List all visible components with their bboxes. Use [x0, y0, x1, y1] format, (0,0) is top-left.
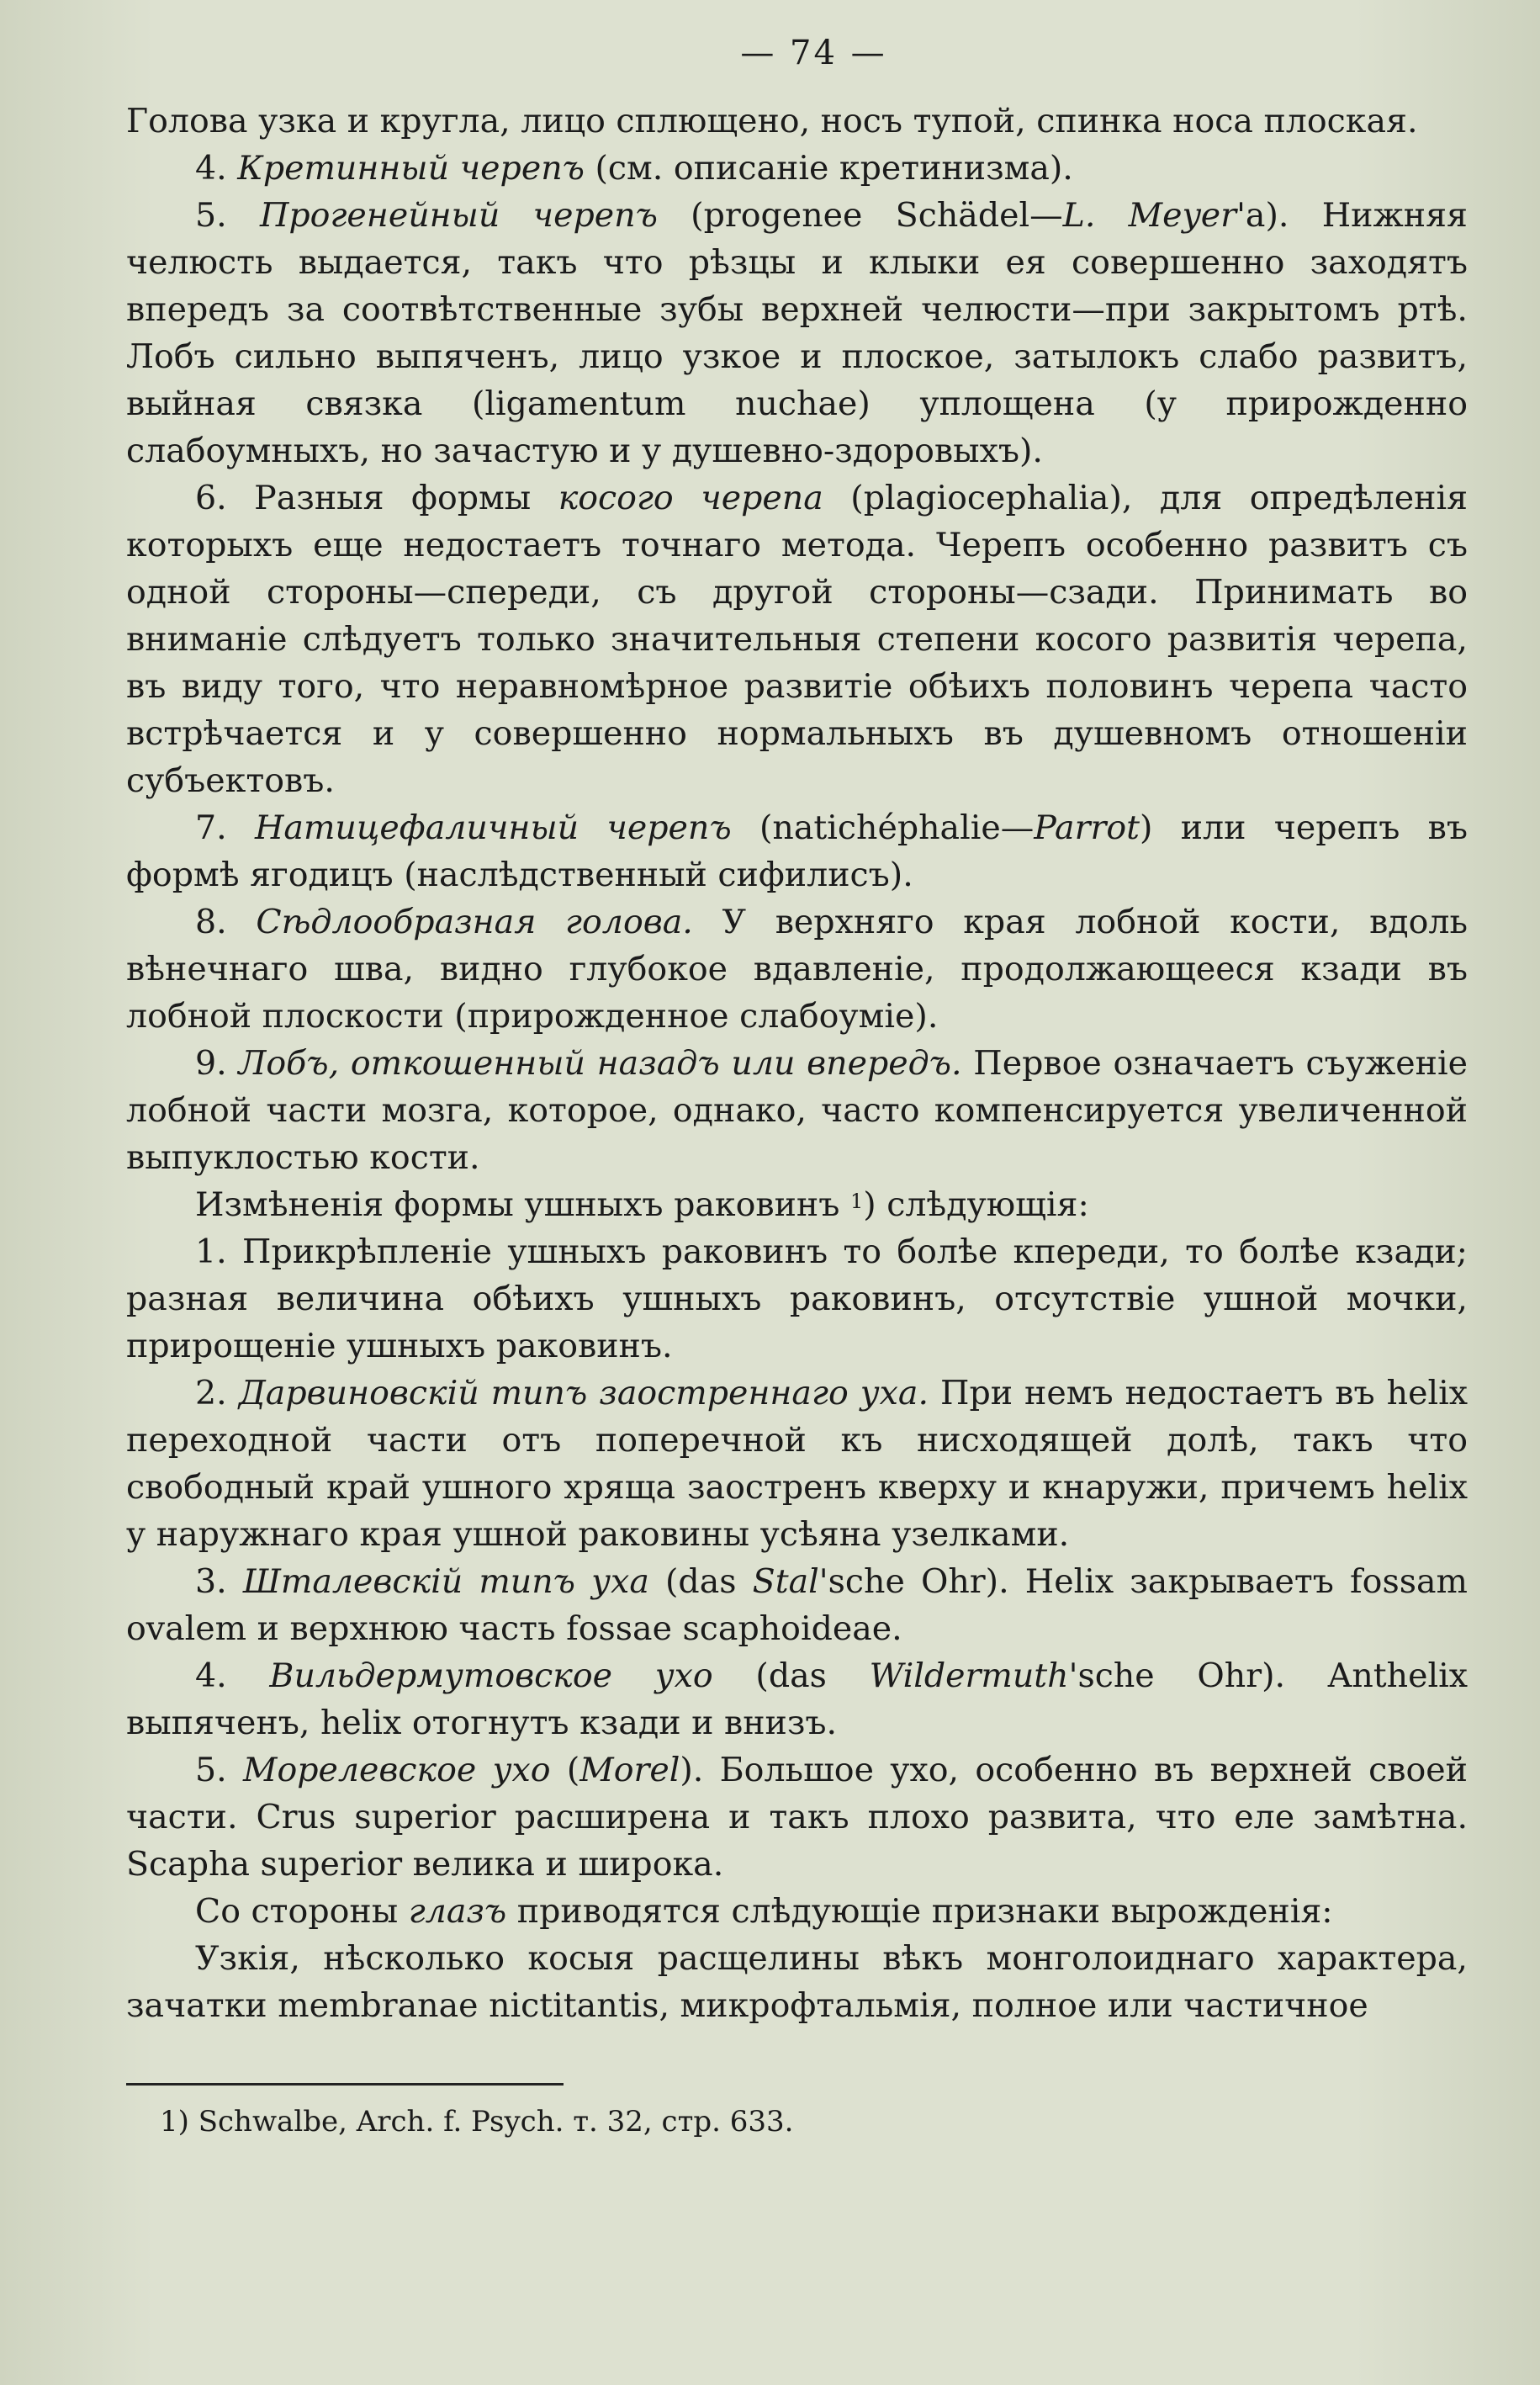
italic-term: косого черепа [558, 479, 823, 517]
paragraph-p10 [126, 1181, 1468, 1228]
text-run: ( [550, 1751, 580, 1789]
paragraph-p17 [126, 1935, 1468, 2029]
text-run: 'sche Ohr). Helix закрываетъ fossam ovalem и верхнюю часть fossae scaphoideae. [126, 1562, 1468, 1648]
text-run: Голова узка и кругла, лицо сплющено, носъ тупой, спинка носа плоская. [126, 102, 1418, 140]
text-run: (das [648, 1562, 753, 1601]
text-run: (plagiocephalia), для опредѣленія которыхъ еще недостаетъ точнаго метода. Черепъ особенно развитъ съ одной стороны—спереди, съ другой стороны—сзади. Принимать во вниманіе слѣдуетъ только значительныя степени косого развитія черепа, въ виду того, что неравномѣрное развитіе обѣихъ половинъ черепа часто встрѣчается и у совершенно нормальныхъ въ душевномъ отношеніи субъектовъ. [126, 479, 1469, 800]
italic-term: Кретинный черепъ [237, 149, 585, 188]
text-run: (das [712, 1656, 870, 1695]
paragraph-p15 [126, 1746, 1468, 1888]
italic-term: Wildermuth [869, 1656, 1069, 1695]
text-run: Измѣненія формы ушныхъ раковинъ [195, 1185, 850, 1224]
body-text [126, 98, 1468, 2029]
text-run: 4. [195, 1656, 270, 1695]
text-run: 2. [195, 1374, 239, 1412]
paragraph-p12 [126, 1370, 1468, 1558]
text-run: При немъ недостаетъ въ helix переходной части отъ поперечной къ нисходящей долѣ, такъ что свободный край ушного хряща заостренъ кверху и кнаружи, причемъ helix у наружнаго края ушной раковины усѣяна узелками. [126, 1374, 1468, 1554]
text-run: У верхняго края лобной кости, вдоль вѣнечнаго шва, видно глубокое вдавленіе, продолжающееся кзади въ лобной плоскости (прирожденное слабоуміе). [126, 903, 1469, 1036]
italic-term: Сѣдлообразная голова. [256, 903, 693, 941]
text-run: Узкія, нѣсколько косыя расщелины вѣкъ монголоиднаго характера, зачатки membranae nictitantis, микрофтальмія, полное или частичное [126, 1939, 1468, 2025]
text-run: 3. [195, 1562, 243, 1601]
text-run: 4. [195, 149, 238, 188]
italic-term: глазъ [408, 1892, 507, 1931]
italic-term: Stal [752, 1562, 819, 1601]
text-run: приводятся слѣдующіе признаки вырожденія: [506, 1892, 1333, 1931]
italic-term: Вильдермутовское ухо [269, 1656, 713, 1695]
paragraph-p5 [126, 192, 1468, 474]
text-run: ) или черепъ въ формѣ ягодицъ (наслѣдственный сифилисъ). [126, 808, 1468, 894]
paragraph-p16 [126, 1888, 1468, 1935]
text-run: 5. [195, 196, 260, 235]
page-number: — 74 — [740, 34, 887, 72]
paragraph-p9 [126, 1040, 1468, 1181]
paragraph-p13 [126, 1558, 1468, 1652]
italic-term: Лобъ, откошенный назадъ или впередъ. [238, 1044, 962, 1083]
text-run: (см. описаніе кретинизма). [584, 149, 1073, 188]
text-run: 6. Разныя формы [195, 479, 558, 517]
text-run: 'а). Нижняя челюсть выдается, такъ что рѣзцы и клыки ея совершенно заходятъ впередъ за соотвѣтственные зубы верхней челюсти—при закрытомъ ртѣ. Лобъ сильно выпяченъ, лицо узкое и плоское, затылокъ слабо развитъ, выйная связка (ligamentum nuchae) уплощена (у прирожденно слабоумныхъ, но зачастую и у душевно-здоровыхъ). [126, 196, 1468, 470]
text-run: 1. Прикрѣпленіе ушныхъ раковинъ то болѣе кпереди, то болѣе кзади; разная величина обѣихъ ушныхъ раковинъ, отсутствіе ушной мочки, прирощеніе ушныхъ раковинъ. [126, 1232, 1468, 1365]
italic-term: Прогенейный черепъ [259, 196, 658, 235]
text-run: ). Большое ухо, особенно въ верхней своей части. Crus superior расширена и такъ плохо развита, что еле замѣтна. Scapha superior велика и широка. [126, 1751, 1468, 1884]
footnote-marker: 1 [849, 1190, 864, 1213]
text-run: 'sche Ohr). Anthelix выпяченъ, helix отогнутъ кзади и внизъ. [126, 1656, 1468, 1742]
text-run: Первое означаетъ съуженіе лобной части мозга, которое, однако, часто компенсируется увеличенной выпуклостью кости. [126, 1044, 1468, 1177]
italic-term: Schwalbe [198, 2105, 339, 2139]
paragraph-p8 [126, 898, 1468, 1040]
italic-term: L. Meyer [1062, 196, 1237, 235]
text-run: (progenee Schädel— [657, 196, 1063, 235]
paragraph-p4 [126, 145, 1468, 192]
text-run: , Arch. f. Psych. т. 32, стр. 633. [338, 2105, 794, 2139]
text-run: ) слѣдующія: [863, 1185, 1089, 1224]
paragraph-p0 [126, 98, 1468, 145]
italic-term: Морелевское ухо [243, 1751, 551, 1789]
italic-term: Натицефаличный черепъ [254, 808, 732, 847]
text-run: 8. [195, 903, 257, 941]
text-run: 1) [160, 2105, 198, 2139]
footnote [126, 2101, 1468, 2143]
italic-term: Шталевскій типъ уха [242, 1562, 649, 1601]
text-run: (natichéphalie— [731, 808, 1035, 847]
italic-term: Parrot [1034, 808, 1140, 847]
paragraph-p6 [126, 474, 1468, 804]
italic-term: Morel [579, 1751, 680, 1789]
italic-term: Дарвиновскій типъ заостреннаго уха. [238, 1374, 929, 1412]
paragraph-p14 [126, 1652, 1468, 1746]
text-run: 5. [195, 1751, 243, 1789]
footnote-rule [126, 2083, 564, 2086]
text-run: Со стороны [195, 1892, 409, 1931]
text-run: 9. [195, 1044, 239, 1083]
paragraph-p7 [126, 804, 1468, 898]
paragraph-p11 [126, 1228, 1468, 1370]
text-run: 7. [195, 808, 255, 847]
